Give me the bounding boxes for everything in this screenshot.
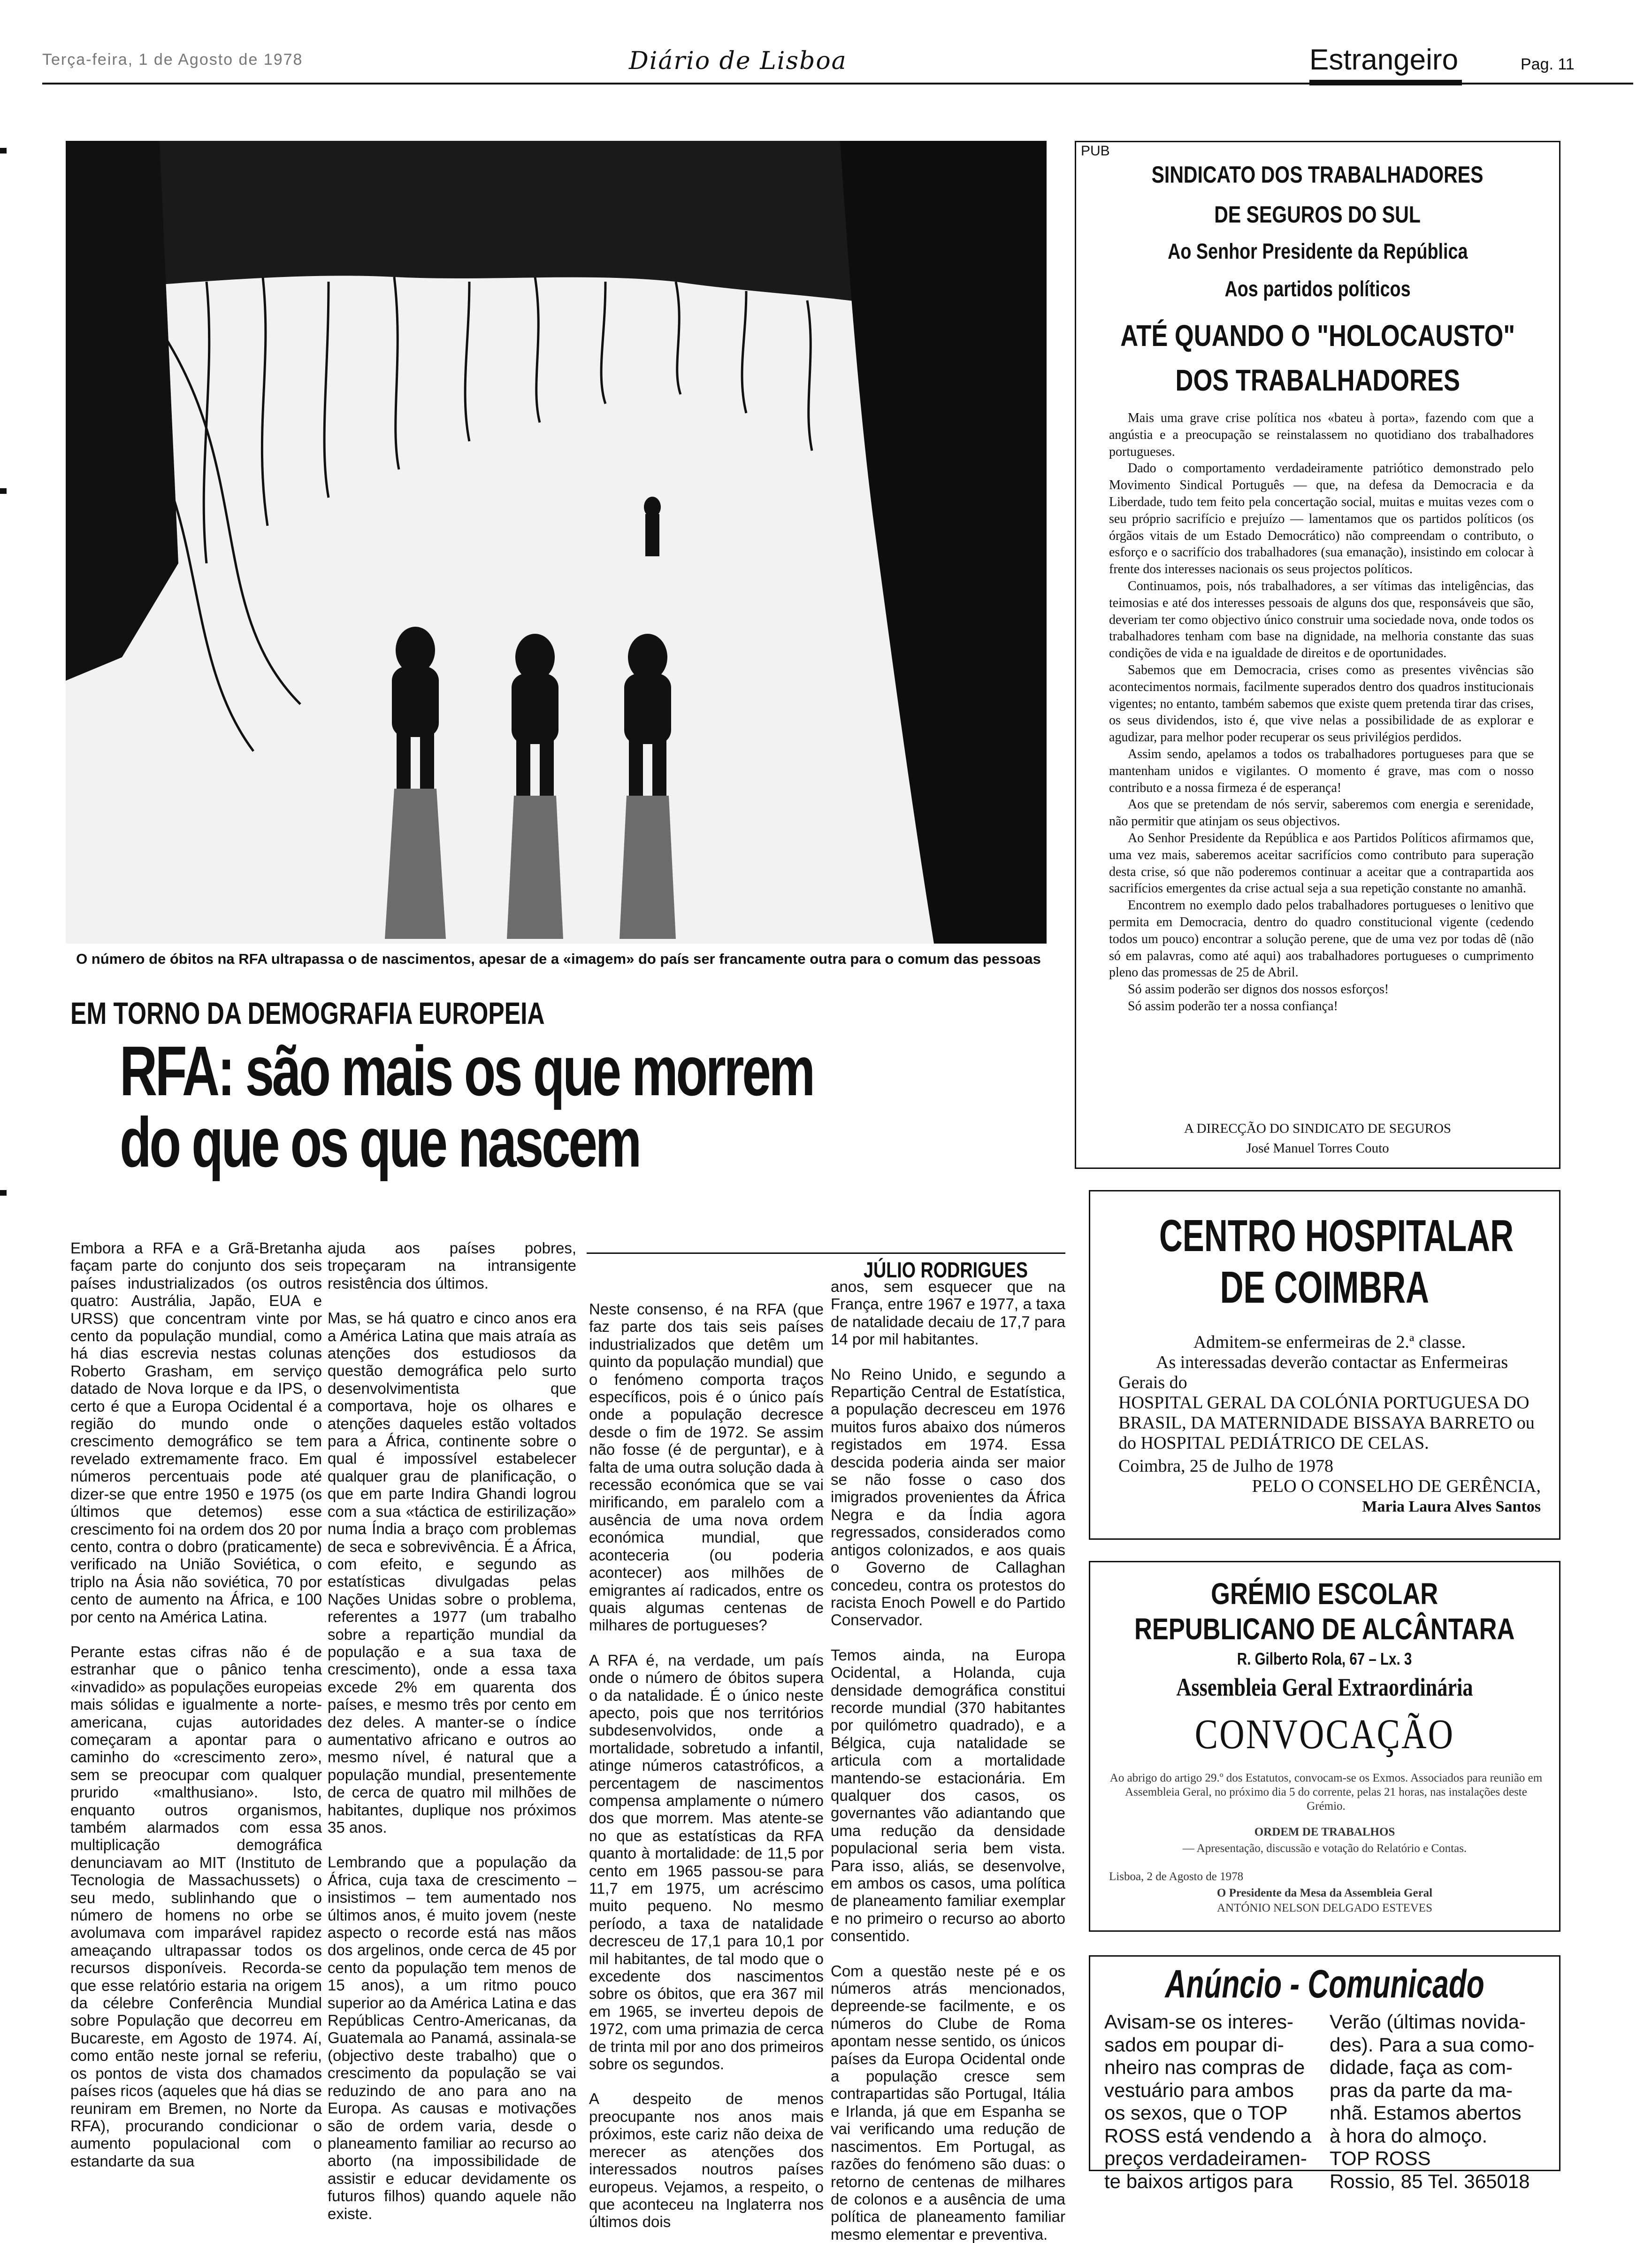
ad-body	[1118, 1332, 1541, 1517]
paragraph: A despeito de menos preocupante nos anos mais próximos, este cariz não deixa de merecer as atenções dos interessados noutros países europeus. Vejamos, a respeito, o que aconteceu na Inglaterra nos últimos dois	[589, 2090, 824, 2231]
ad-signature-name: José Manuel Torres Couto	[1246, 1141, 1389, 1156]
ad-signature: O Presidente da Mesa da Assembleia Geral	[1216, 1887, 1433, 1899]
paragraph: Assim sendo, apelamos a todos os trabalhadores portugueses para que se mantenham unidos e vigilantes. O momento é grave, mas com o nosso contributo e a nossa firmeza é de esperança!	[1109, 746, 1534, 795]
masthead: Diário de Lisboa	[629, 47, 847, 75]
ad-line: sados em poupar di-	[1104, 2033, 1284, 2056]
ad-line: Rossio, 85 Tel. 365018	[1330, 2170, 1530, 2192]
photo-caption: O número de óbitos na RFA ultrapassa o de nascimentos, apesar de a «imagem» do país ser francamente outra para o comum das pessoas	[76, 951, 1041, 967]
article-byline: JÚLIO RODRIGUES	[864, 1258, 1028, 1282]
ad-title-line: CENTRO HOSPITALAR	[1159, 1211, 1514, 1261]
ad-signature: PELO O CONSELHO DE GERÊNCIA,	[1252, 1476, 1541, 1496]
ad-body	[1109, 410, 1534, 1015]
ad-text: Ao abrigo do artigo 29.º dos Estatutos, convocam-se os Exmos. Associados para reunião em Assembleia Geral, no próximo dia 5 do corrente, pelas 21 horas, nas instalações deste Grémio.	[1109, 1772, 1543, 1813]
ad-date: Lisboa, 2 de Agosto de 1978	[1109, 1870, 1244, 1883]
ad-anuncio	[1089, 1955, 1560, 2192]
margin-mark	[0, 488, 7, 494]
ad-title-line: DOS TRABALHADORES	[1175, 363, 1460, 397]
ad-line: ROSS está vendendo a	[1104, 2124, 1312, 2147]
margin-mark	[0, 148, 7, 154]
article-photo	[66, 141, 1047, 944]
ad-assembly-title: Assembleia Geral Extraordinária	[1176, 1673, 1473, 1701]
ad-line: à hora do almoço.	[1330, 2124, 1488, 2147]
headline-line-1: RFA: são mais os que morrem	[120, 1031, 813, 1110]
ad-line: nheiro nas compras de	[1104, 2056, 1305, 2078]
ad-line: te baixos artigos para	[1104, 2170, 1293, 2192]
ad-line: Avisam-se os interes-	[1104, 2011, 1294, 2033]
ad-address: R. Gilberto Rola, 67 – Lx. 3	[1237, 1649, 1412, 1668]
paragraph: Mais uma grave crise política nos «bateu à porta», fazendo com que a angústia e a preocupação se reinstalassem no quotidiano dos trabalhadores portugueses.	[1109, 411, 1534, 459]
ad-line: Verão (últimas novida-	[1330, 2011, 1526, 2033]
paragraph: Só assim poderão ter a nossa confiança!	[1128, 999, 1338, 1014]
ad-line: preços verdadeiramen-	[1104, 2147, 1307, 2169]
article-kicker: EM TORNO DA DEMOGRAFIA EUROPEIA	[70, 996, 545, 1030]
ad-column-left	[1104, 2011, 1311, 2193]
ad-title-line: SINDICATO DOS TRABALHADORES	[1152, 161, 1484, 188]
ad-title-line: ATÉ QUANDO O "HOLOCAUSTO"	[1120, 319, 1515, 353]
ad-line: nhã. Estamos abertos	[1330, 2102, 1522, 2124]
ad-line: os sexos, que o TOP	[1104, 2102, 1288, 2124]
paragraph: Dado o comportamento verdadeiramente patriótico demonstrado pelo Movimento Sindical Português — que, na defesa da Democracia e da Liberdade, tudo tem feito pela concertação social, muitas e muitas vezes com o seu próprio sacrifício e prejuízo — lamentamos que os partidos políticos (os órgãos vitais de um Estado Democrático) não compreendam o contributo, o esforço e o sacrifício dos trabalhadores (sua emanação), insistindo em colocar à frente dos interesses nacionais os seus projectos políticos.	[1109, 461, 1534, 577]
ad-line: pras da parte da ma-	[1330, 2079, 1513, 2101]
paragraph: ajuda aos países pobres, tropeçaram na intransigente resistência dos últimos.	[328, 1239, 576, 1292]
article-column-1	[70, 1239, 322, 2170]
paragraph: anos, sem esquecer que na França, entre 1967 e 1977, a taxa de natalidade decaiu de 17,7 para 14 por mil habitantes.	[831, 1278, 1065, 1348]
ad-line: didade, faça as com-	[1330, 2056, 1513, 2078]
ad-order-text: — Apresentação, discussão e votação do Relatório e Contas.	[1182, 1842, 1467, 1855]
ad-title-line: Ao Senhor Presidente da República	[1167, 239, 1468, 263]
ad-hospital	[1089, 1190, 1560, 1540]
ad-column-right	[1330, 2011, 1535, 2193]
paragraph: Encontrem no exemplo dado pelos trabalhadores portugueses o lenitivo que permita em Democracia, dentro do quadro constitucional vigente (cedendo todos um pouco) encontrar a solução perene, que de uma vez por todas dê (não só em palavras, como até aqui) aos trabalhadores portugueses o cumprimento pleno das promessas de 25 de Abril.	[1109, 898, 1534, 980]
paragraph: Neste consenso, é na RFA (que faz parte dos tais seis países industrializados que detêm um quinto da população mundial) que o fenómeno comporta traços específicos, pois é o único país onde a população decresce desde o fim de 1972. Se assim não fosse (é de perguntar), e à falta de uma outra solução dada à recessão económica que se vai mirificando, em paralelo com a ausência de uma nova ordem económica mundial, que aconteceria (ou poderia acontecer) aos milhões de emigrantes aí radicados, entre os quais algumas centenas de milhares de portugueses?	[589, 1300, 824, 1634]
ad-title-line: Aos partidos políticos	[1224, 277, 1411, 301]
margin-mark	[0, 1190, 7, 1196]
ad-line: vestuário para ambos	[1104, 2079, 1294, 2101]
section-title: Estrangeiro	[1309, 44, 1459, 76]
ad-signature-name: Maria Laura Alves Santos	[1362, 1498, 1541, 1515]
section-underline	[1309, 80, 1462, 85]
paragraph: Ao Senhor Presidente da República e aos Partidos Políticos afirmamos que, uma vez mais, saberemos aceitar sacrifícios como contributo para superação desta crise, só que não poderemos continuar a aceitar que a contrapartida aos sacrifícios emergentes da crise actual seja a sua repetição constante no amanhã.	[1109, 830, 1534, 896]
ad-date: Coimbra, 25 de Julho de 1978	[1118, 1456, 1334, 1476]
paragraph: Só assim poderão ser dignos dos nossos esforços!	[1128, 982, 1389, 997]
ad-line: des). Para a sua como-	[1330, 2033, 1535, 2056]
paragraph: Lembrando que a população da África, cuja taxa de crescimento – insistimos – tem aumentado nos últimos anos, é muito jovem (neste aspecto o recorde está nas mãos dos argelinos, onde cerca de 45 por cento da população tem menos de 15 anos), a um ritmo pouco superior ao da América Latina e das Repúblicas Centro-Americanas, da Guatemala ao Panamá, assinala-se (objectivo deste trabalho) que o crescimento da população se vai reduzindo de ano para ano na Europa. As causas e motivações são de ordem varia, desde o planeamento familiar ao recurso ao aborto (na impossibilidade de assistir e educar devidamente os futuros filhos) quando aquele não existe.	[328, 1853, 576, 2222]
ad-text: As interessadas deverão contactar as Enfermeiras Gerais do	[1118, 1352, 1508, 1392]
paragraph: Mas, se há quatro e cinco anos era a América Latina que mais atraía as atenções dos estudiosos da questão demográfica pelo surto desenvolvimentista que comportava, hoje os olhares e atenções daqueles estão voltados para a África, continente sobre o qual é impossível estabelecer qualquer grau de planificação, o que em parte Indira Ghandi logrou com a sua «táctica de estirilização» numa Índia a braço com problemas de seca e sobrevivência. É a África, com efeito, e segundo as estatísticas divulgadas pelas Nações Unidas sobre o problema, referentes a 1977 (um trabalho sobre a repartição mundial da população e a sua taxa de crescimento), onde a essa taxa excede 2% em quarenta dos países, e mesmo três por cento em dez deles. A manter-se o índice aumentativo africano e outros ao mesmo nível, é natural que a população mundial, presentemente de cerca de quatro mil milhões de habitantes, duplique nos próximos 35 anos.	[328, 1309, 576, 1836]
paragraph: Perante estas cifras não é de estranhar que o pânico tenha «invadido» as populações europeias mais sólidas e igualmente a norte-americana, cujas autoridades começaram a apontar para o caminho do «crescimento zero», sem se preocupar com qualquer prurido «malthusiano». Isto, enquanto outros organismos, também alarmados com essa multiplicação demográfica denunciavam ao MIT (Instituto de Tecnologia de Massachussets) o seu medo, sublinhando que o número de homens no orbe se avolumava com imparável rapidez ameaçando ultrapassar todos os recursos disponíveis. Recorda-se que esse relatório estaria na origem da célebre Conferência Mundial sobre População que decorreu em Bucareste, em Agosto de 1974. Aí, como então neste jornal se referiu, os pontos de vista dos chamados países ricos (aqueles que há dias se reuniram em Bremen, no Norte da RFA), procurando condicionar o aumento populacional com o estandarte da sua	[70, 1643, 322, 2170]
paragraph: Sabemos que em Democracia, crises como as presentes vivências são acontecimentos normais, facilmente superados dentro dos quadros institucionais vigentes; no entanto, também sabemos que existe quem pretenda tirar das crises, os seus dividendos, isto é, que vive nelas a possibilidade de as explorar e agudizar, para melhor poder recuperar os seus privilégios perdidos.	[1109, 662, 1534, 745]
paragraph: Temos ainda, na Europa Ocidental, a Holanda, cuja densidade demográfica constitui recorde mundial (370 habitantes por quilómetro quadrado), e a Bélgica, cuja natalidade se articula com a mortalidade mantendo-se estacionária. Em qualquer dos casos, os governantes vão adiantando que uma redução da densidade populacional seria bem vista. Para isso, aliás, se desenvolve, em ambos os casos, uma política de planeamento familiar exemplar e no primeiro o recurso ao aborto consentido.	[831, 1646, 1065, 1945]
paragraph: A RFA é, na verdade, um país onde o número de óbitos supera o da natalidade. É o único neste apecto, pois que nos territórios subdesenvolvidos, onde a mortalidade, sobretudo a infantil, atinge números catastróficos, a percentagem de nascimentos compensa amplamente o número dos que morrem. Mas atente-se no que as estatísticas da RFA quanto à mortalidade: de 11,5 por cento em 1965 passou-se para 11,7 em 1975, um acréscimo muito pequeno. No mesmo período, a taxa de natalidade decresceu de 17,1 para 10,1 por mil habitantes, de tal modo que o excedente dos nascimentos sobre os óbitos, que era 367 mil em 1965, se inverteu depois de 1972, com uma primazia de cerca de trinta mil por ano dos primeiros sobre os segundos.	[589, 1651, 824, 2073]
ad-line: TOP ROSS	[1330, 2147, 1431, 2169]
paragraph: No Reino Unido, e segundo a Repartição Central de Estatística, a população decresceu em 1976 muitos furos abaixo dos números registados em 1974. Essa descida poderia ainda ser maior se não fosse o caso dos imigrados provenientes da África Negra e da Índia agora regressados, considerados como antigos colonizados, e aos quais o Governo de Callaghan concedeu, contra os protestos do racista Enoch Powell e do Partido Conservador.	[831, 1365, 1065, 1629]
ad-title-line: DE SEGUROS DO SUL	[1214, 201, 1421, 228]
ad-title-line: REPUBLICANO DE ALCÂNTARA	[1134, 1612, 1515, 1646]
ad-title-line: GRÉMIO ESCOLAR	[1211, 1577, 1438, 1611]
ad-gremio	[1089, 1561, 1560, 1932]
ad-sindicato	[1075, 141, 1560, 1169]
paragraph: Com a questão neste pé e os números atrás mencionados, depreende-se facilmente, e os números do Clube de Roma apontam nesse sentido, os únicos países da Europa Ocidental onde a população cresce sem contrapartidas são Portugal, Itália e Irlanda, já que em Espanha se vai verificando uma redução de nascimentos. Em Portugal, as razões do fenómeno são duas: o retorno de centenas de milhares de colonos e a ausência de uma política de planeamento familiar mesmo elementar e preventiva.	[831, 1962, 1065, 2243]
ad-text: Admitem-se enfermeiras de 2.ª classe.	[1193, 1332, 1466, 1352]
ad-convocacao: CONVOCAÇÃO	[1194, 1711, 1455, 1758]
article-column-2	[328, 1239, 576, 2222]
ad-signature: A DIRECÇÃO DO SINDICATO DE SEGUROS	[1184, 1121, 1452, 1136]
ad-title-line: Anúncio - Comunicado	[1165, 1962, 1484, 2006]
ad-order-title: ORDEM DE TRABALHOS	[1254, 1826, 1395, 1838]
article-column-3	[589, 1300, 824, 2231]
winter-scene-illustration	[66, 141, 1047, 944]
ad-text: HOSPITAL GERAL DA COLÓNIA PORTUGUESA DO BRASIL, DA MATERNIDADE BISSAYA BARRETO ou do HOSPITAL PEDIÁTRICO DE CELAS.	[1118, 1393, 1535, 1453]
article-column-4	[831, 1278, 1065, 2243]
paragraph: Continuamos, pois, nós trabalhadores, a ser vítimas das inteligências, das teimosias e até dos interesses pessoais de alguns dos que, responsáveis que são, deveriam ter como objectivo único construir uma sociedade nova, onde todos os trabalhadores tenham com base na dignidade, na melhoria constante das suas condições de vida e na igualdade de direitos e de oportunidades.	[1109, 578, 1534, 661]
pub-label: PUB	[1081, 143, 1110, 159]
page-number: Pag. 11	[1521, 55, 1575, 73]
paragraph: Embora a RFA e a Grã-Bretanha façam parte do conjunto dos seis países industrializados (os outros quatro: Austrália, Japão, EUA e URSS) que concentram vinte por cento da população mundial, como há dias escrevia nestas colunas Roberto Grasham, em serviço datado de Nova Iorque e da IPS, o certo é que a Europa Ocidental é a região do mundo onde o crescimento demográfico se tem revelado extremamente fraco. Em números percentuais pode até dizer-se que entre 1950 e 1975 (os últimos que detemos) esse crescimento foi na ordem dos 20 por cento, contra o dobro (praticamente) verificado na União Soviética, o triplo na Ásia não soviética, 70 por cento de aumento na África, e 100 por cento na América Latina.	[70, 1239, 322, 1626]
issue-date: Terça-feira, 1 de Agosto de 1978	[42, 51, 303, 69]
paragraph: Aos que se pretendam de nós servir, saberemos com energia e serenidade, não permitir que atinjam os seus objectivos.	[1109, 797, 1534, 829]
byline-rule	[587, 1252, 1065, 1254]
ad-title-line: DE COIMBRA	[1220, 1262, 1430, 1313]
headline-line-2: do que os que nascem	[120, 1103, 640, 1182]
article-headline	[120, 1031, 953, 1182]
ad-signature-name: ANTÓNIO NELSON DELGADO ESTEVES	[1217, 1902, 1432, 1914]
